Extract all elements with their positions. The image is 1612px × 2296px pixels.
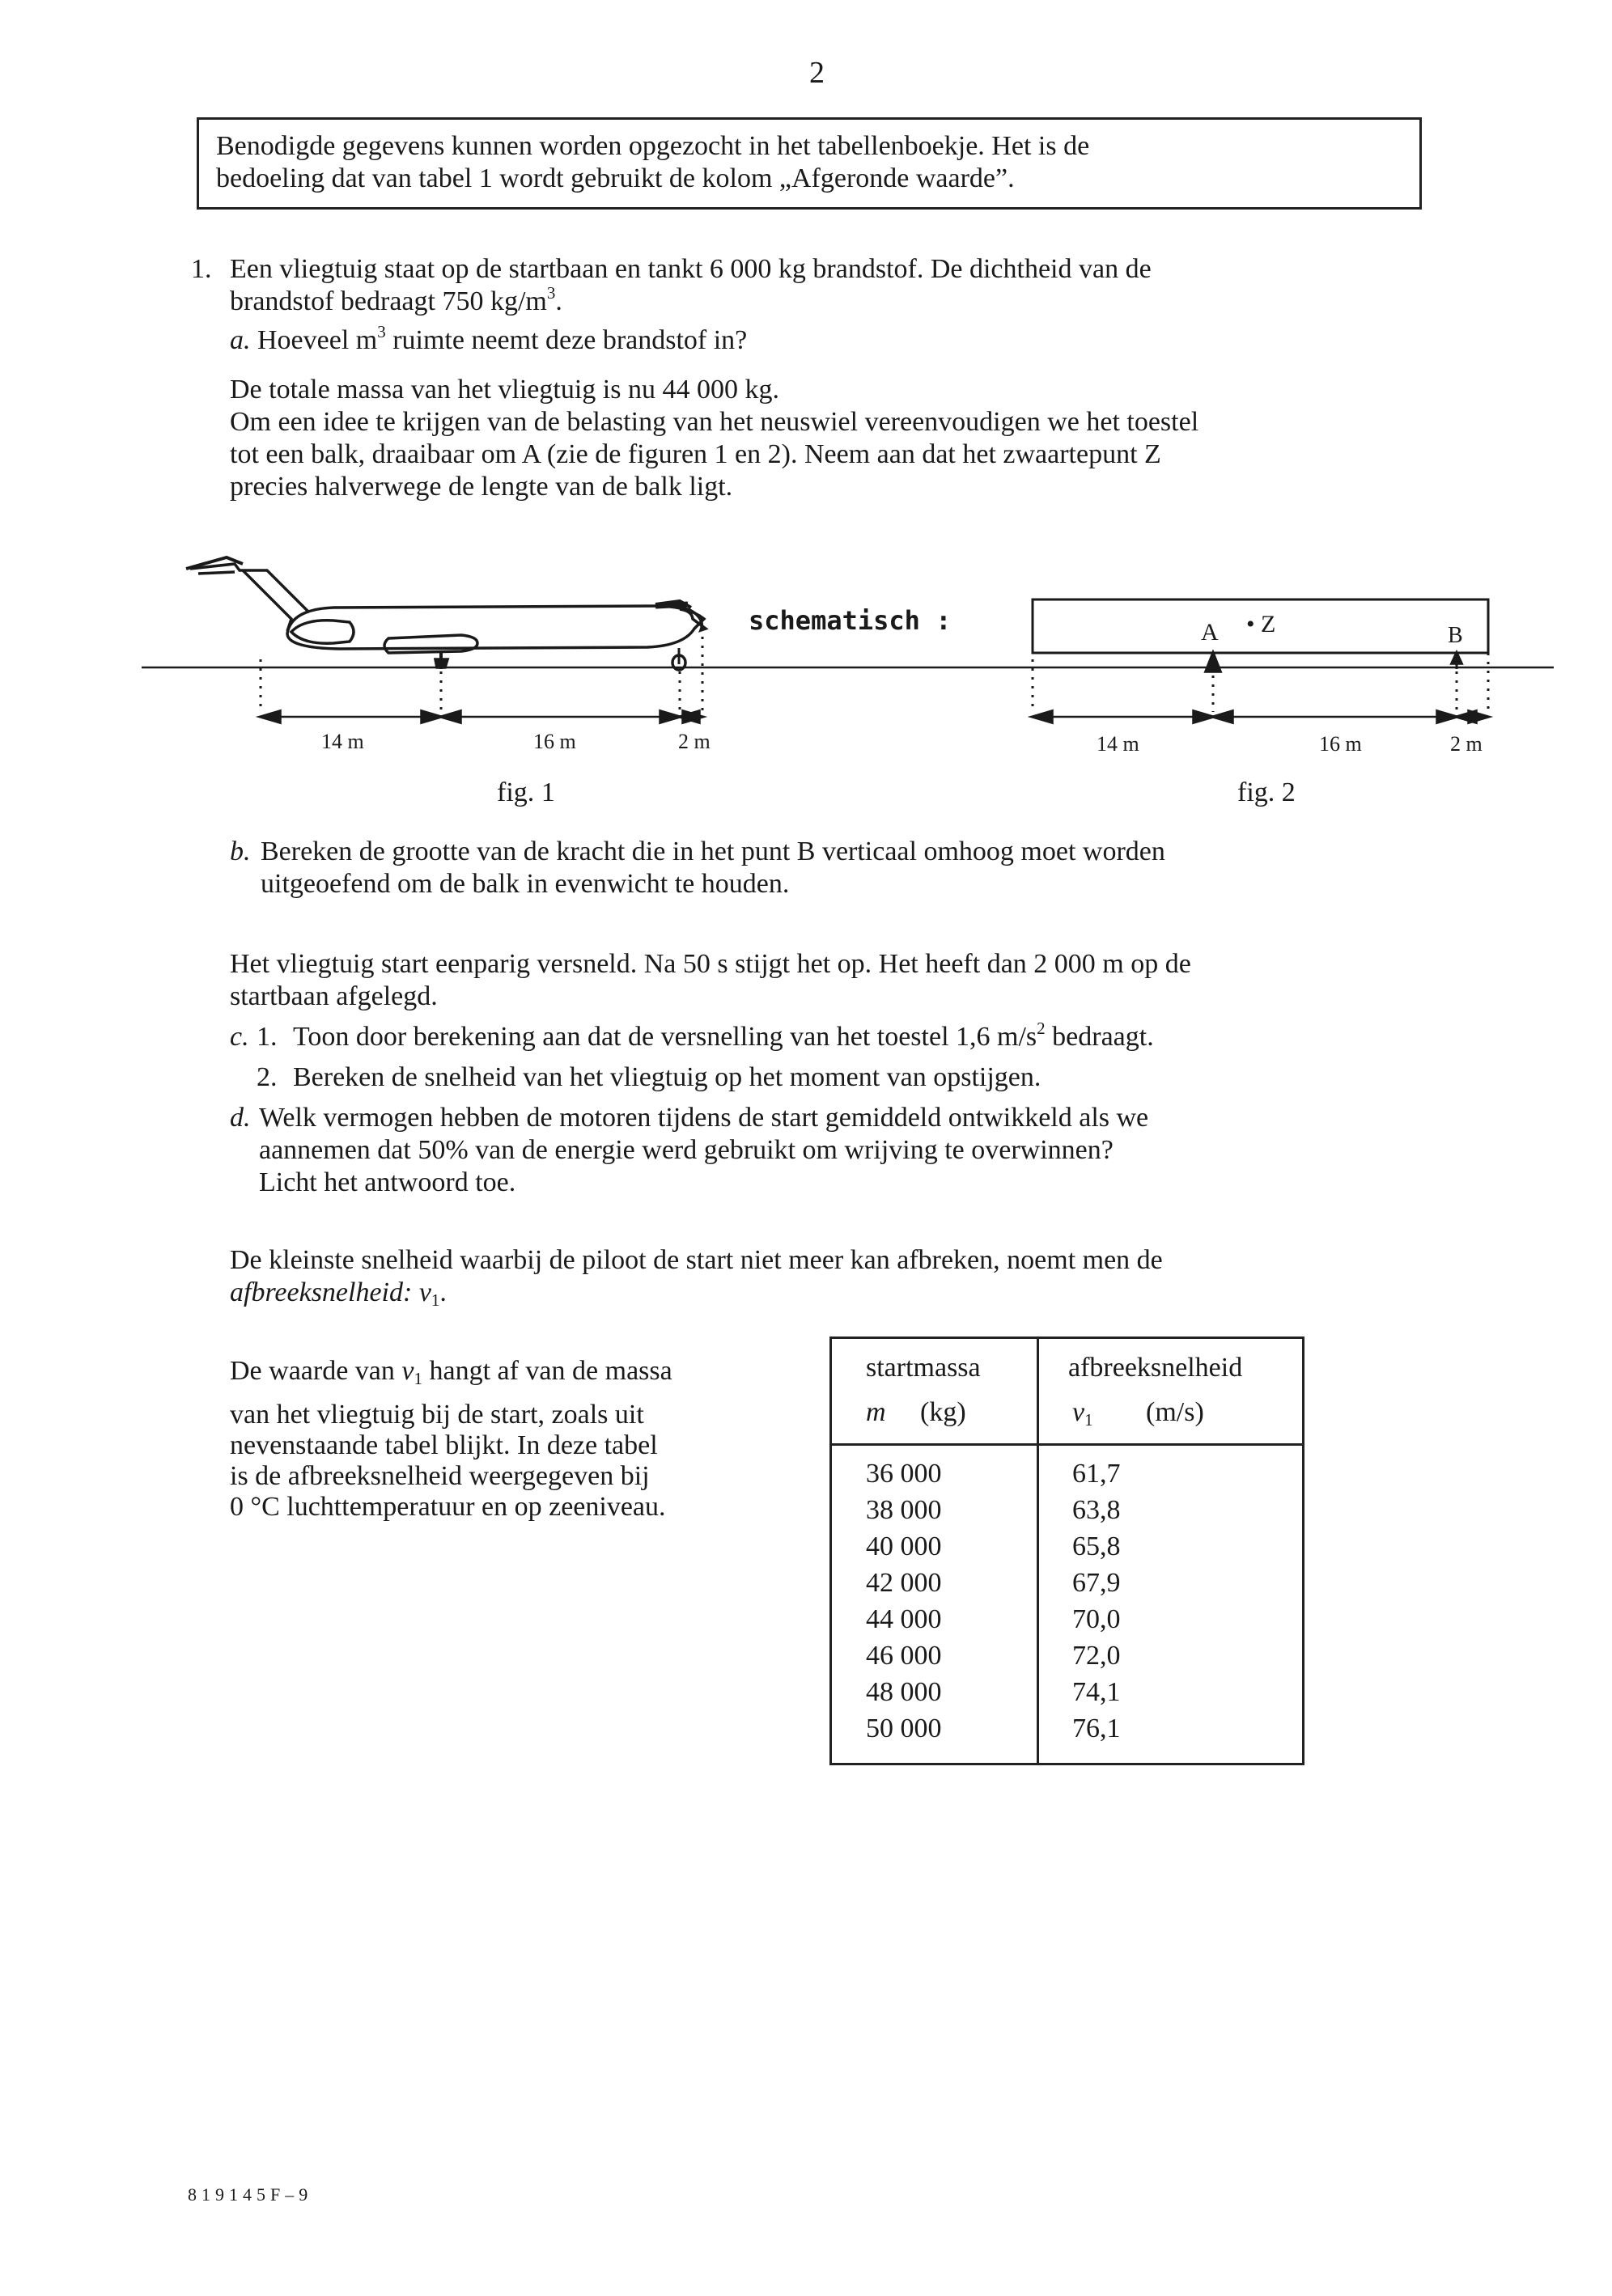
q1a-text: Hoeveel $m^3$ ruimte neemt deze brandstof in? (257, 322, 748, 355)
q1d-line-3: Licht het antwoord toe. (259, 1167, 516, 1197)
q1c-label: c. (230, 1022, 249, 1052)
col2-header: afbreeksnelheid (1068, 1353, 1243, 1383)
beam-line-2: tot een balk, draaibaar om A (zie de figuren 1 en 2). Neem aan dat het zwaartepunt Z (230, 439, 1161, 469)
col1-unit: (kg) (920, 1397, 966, 1427)
info-box (197, 117, 1422, 210)
table-cell-afbreeksnelheid: 65,8 (1072, 1531, 1121, 1561)
q1b-line-2: uitgeoefend om de balk in evenwicht te houden. (261, 869, 790, 899)
q1c2-number: 2. (257, 1062, 278, 1092)
table-cell-startmassa: 50 000 (866, 1714, 942, 1743)
point-a-label: A (1201, 619, 1219, 646)
abort-line-2: afbreeksnelheid: $v_1$. (230, 1277, 447, 1310)
figures-1-and-2 (121, 538, 1562, 829)
start-line-1: Het vliegtuig start eenparig versneld. Na 50 s stijgt het op. Het heeft dan 2 000 m op de (230, 949, 1191, 979)
info-line-1: Benodigde gegevens kunnen worden opgezocht in het tabellenboekje. Het is de (216, 131, 1090, 161)
question-number: 1. (191, 254, 212, 284)
table-cell-afbreeksnelheid: 61,7 (1072, 1459, 1121, 1489)
point-b-label: B (1448, 623, 1463, 648)
q1d-label: d. (230, 1103, 251, 1133)
abort-speed-table (829, 1337, 1304, 1765)
table-cell-afbreeksnelheid: 63,8 (1072, 1495, 1121, 1525)
fig1-dim-14: 14 m (321, 730, 364, 753)
beam-line-3: precies halverwege de lengte van de balk ligt. (230, 472, 733, 502)
table-cell-afbreeksnelheid: 67,9 (1072, 1568, 1121, 1598)
q1-intro-line-1: Een vliegtuig staat op de startbaan en tankt 6 000 kg brandstof. De dichtheid van de (230, 254, 1152, 284)
table-cell-afbreeksnelheid: 72,0 (1072, 1641, 1121, 1671)
q1-intro-line-2: brandstof bedraagt 750 $kg/m^3$. (230, 283, 562, 316)
q1b-line-1: Bereken de grootte van de kracht die in het punt B verticaal omhoog moet worden (261, 837, 1165, 866)
table-cell-startmassa: 36 000 (866, 1459, 942, 1489)
q1d-line-1: Welk vermogen hebben de motoren tijdens de start gemiddeld ontwikkeld als we (259, 1103, 1149, 1133)
mass-line: De totale massa van het vliegtuig is nu 44 000 kg. (230, 375, 779, 405)
q1c1-text: Toon door berekening aan dat de versnelling van het toestel 1,6 $m/s^2$ bedraagt. (293, 1019, 1154, 1052)
table-cell-startmassa: 48 000 (866, 1677, 942, 1707)
col2-unit: (m/s) (1146, 1397, 1204, 1427)
fig2-dim-14: 14 m (1097, 732, 1139, 756)
side-text-line-3: nevenstaande tabel blijkt. In deze tabel (230, 1430, 658, 1460)
fig2-caption: fig. 2 (1237, 777, 1296, 807)
point-z-label: • Z (1246, 611, 1276, 638)
table-cell-startmassa: 46 000 (866, 1641, 942, 1671)
side-text-line-4: is de afbreeksnelheid weergegeven bij (230, 1461, 650, 1491)
q1d-line-2: aannemen dat 50% van de energie werd gebruikt om wrijving te overwinnen? (259, 1135, 1114, 1165)
page-number: 2 (809, 56, 825, 90)
beam-line-1: Om een idee te krijgen van de belasting van het neuswiel vereenvoudigen we het toestel (230, 407, 1199, 437)
fig2-dim-16: 16 m (1319, 732, 1362, 756)
footer-code: 819145F–9 (188, 2184, 313, 2205)
fig1-caption: fig. 1 (497, 777, 555, 807)
col1-symbol: m (866, 1397, 886, 1427)
table-cell-startmassa: 40 000 (866, 1531, 942, 1561)
side-text-line-1: De waarde van $v_1$ hangt af van de massa (230, 1356, 672, 1388)
table-cell-startmassa: 42 000 (866, 1568, 942, 1598)
q1c1-number: 1. (257, 1022, 278, 1052)
airplane-drawing (186, 557, 706, 670)
q1c2-text: Bereken de snelheid van het vliegtuig op het moment van opstijgen. (293, 1062, 1041, 1092)
fig1-dim-2: 2 m (678, 730, 711, 753)
schematic-label: schematisch : (749, 605, 952, 636)
start-line-2: startbaan afgelegd. (230, 981, 438, 1011)
fig2-dim-2: 2 m (1450, 732, 1483, 756)
table-cell-afbreeksnelheid: 70,0 (1072, 1604, 1121, 1634)
q1a-label: a. (230, 325, 251, 355)
fig1-dim-16: 16 m (533, 730, 576, 753)
col1-header: startmassa (866, 1353, 981, 1383)
side-text-line-5: 0 °C luchttemperatuur en op zeeniveau. (230, 1492, 666, 1522)
table-cell-startmassa: 44 000 (866, 1604, 942, 1634)
table-cell-startmassa: 38 000 (866, 1495, 942, 1525)
table-cell-afbreeksnelheid: 76,1 (1072, 1714, 1121, 1743)
table-cell-afbreeksnelheid: 74,1 (1072, 1677, 1121, 1707)
info-line-2: bedoeling dat van tabel 1 wordt gebruikt de kolom „Afgeronde waarde”. (216, 163, 1015, 193)
col2-symbol: $v_1$ (1072, 1397, 1093, 1430)
q1b-label: b. (230, 837, 251, 866)
side-text-line-2: van het vliegtuig bij de start, zoals uit (230, 1400, 644, 1430)
abort-line-1: De kleinste snelheid waarbij de piloot de start niet meer kan afbreken, noemt men de (230, 1245, 1163, 1275)
